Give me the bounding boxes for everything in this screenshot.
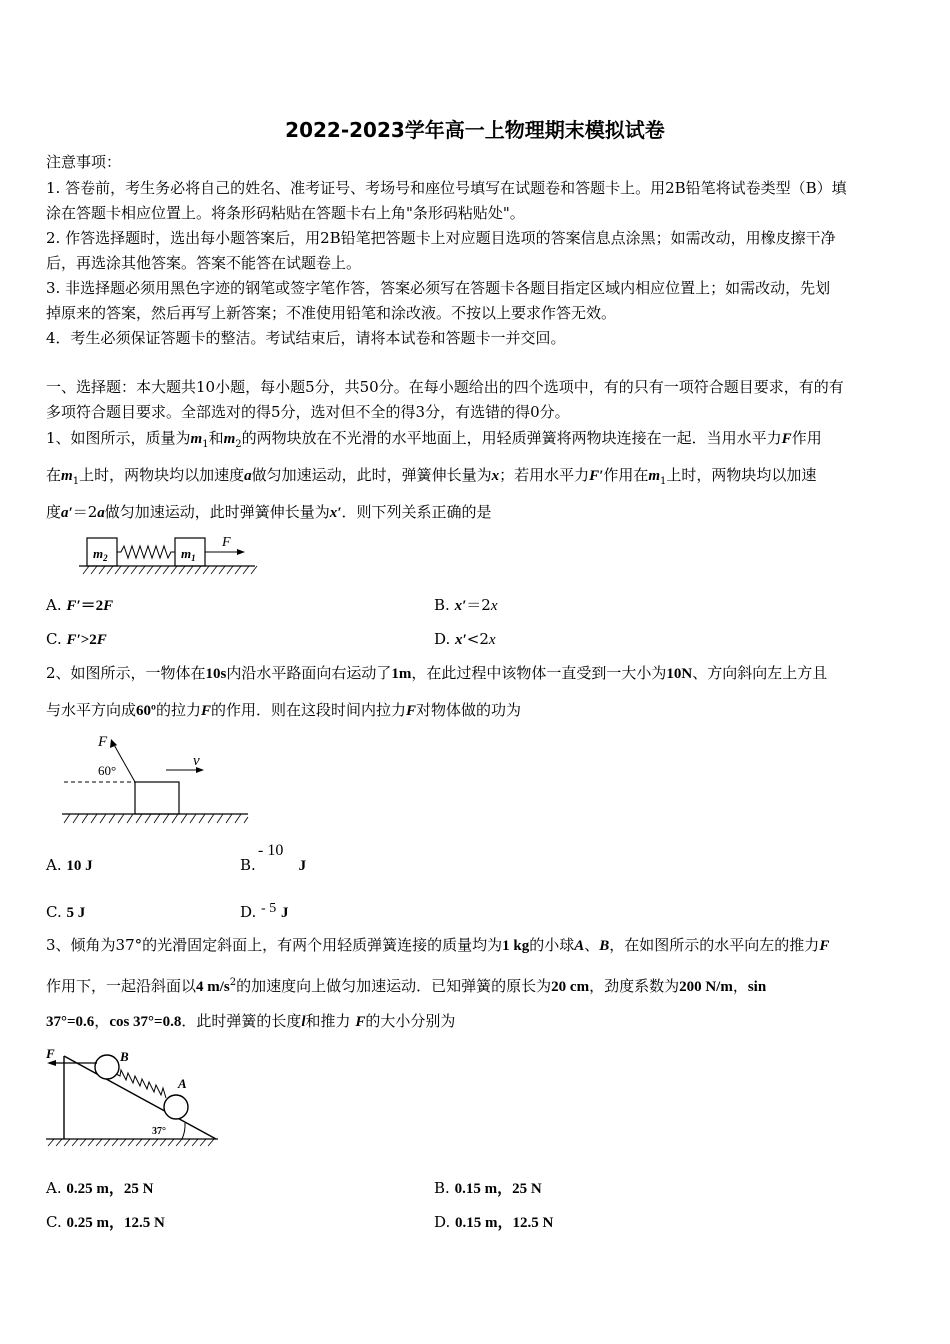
q2-option-b[interactable]: B. - 10 J: [240, 842, 307, 874]
ball-a: [164, 1095, 188, 1119]
q2-line-2: 与水平方向成60º的拉力F的作用．则在这段时间内拉力F对物体做的功为: [46, 701, 522, 719]
notice-line-7: 4．考生必须保证答题卡的整洁。考试结束后，请将本试卷和答题卡一并交回。: [46, 329, 566, 347]
svg-text:m1: $m_1$: [181, 546, 196, 563]
notice-line-4: 后，再选涂其他答案。答案不能答在试题卷上。: [46, 254, 362, 272]
page-title: 2022-2023学年高一上物理期末模拟试卷: [285, 118, 665, 142]
q1-line-1: 1、如图所示，质量为$m_1$和$m_2$的两物块放在不光滑的水平地面上，用轻质弹簧将两物块连接在一起．当用水平力F作用: [46, 429, 822, 450]
q2-block: [135, 782, 179, 814]
q2-line-1: 2、如图所示，一物体在10s内沿水平路面向右运动了1m，在此过程中该物体一直受到一大小为10N、方向斜向左上方且: [46, 664, 828, 682]
incline-surface: [64, 1056, 216, 1139]
section-intro-line-1: 一、选择题：本大题共10小题，每小题5分，共50分。在每小题给出的四个选项中，有的只有一项符合题目要求，有的有: [46, 378, 844, 396]
svg-text:60°: 60°: [98, 763, 117, 778]
notice-line-3: 2. 作答选择题时，选出每小题答案后，用2B铅笔把答题卡上对应题目选项的答案信息点涂黑；如需改动，用橡皮擦干净: [46, 229, 836, 247]
svg-text:v: v: [193, 753, 200, 769]
svg-text:B: B: [120, 1049, 129, 1064]
q2-option-c[interactable]: C. 5 J: [46, 903, 86, 921]
q1-option-c[interactable]: C. F′>2F: [46, 630, 107, 648]
q1-figure: [75, 530, 260, 580]
q3-figure: [42, 1042, 222, 1147]
q1-line-3: 度a′＝2a做匀加速运动，此时弹簧伸长量为x′．则下列关系正确的是: [46, 503, 492, 521]
svg-text:m2: $m_2$: [93, 546, 108, 563]
q3-option-b[interactable]: B. 0.15 m，25 N: [434, 1179, 542, 1197]
q3-option-a[interactable]: A. 0.25 m，25 N: [46, 1179, 154, 1197]
pull-force-arrow: [113, 743, 135, 782]
svg-text:A: A: [178, 1076, 187, 1091]
notice-line-1: 1. 答卷前，考生务必将自己的姓名、准考证号、考场号和座位号填写在试题卷和答题卡上。用2B铅笔将试卷类型（B）填: [46, 179, 847, 197]
q3-spring: [116, 1070, 166, 1098]
q3-line-2: 作用下，一起沿斜面以4 $m/s^2$的加速度向上做匀加速运动．已知弹簧的原长为20 cm，劲度系数为200 N/m，sin: [46, 977, 767, 995]
notice-heading: 注意事项：: [46, 153, 122, 171]
q3-line-1: 3、倾角为37°的光滑固定斜面上，有两个用轻质弹簧连接的质量均为1 kg的小球A、B，在如图所示的水平向左的推力F: [46, 936, 830, 954]
q3-option-c[interactable]: C. 0.25 m，12.5 N: [46, 1213, 165, 1231]
q2-option-d[interactable]: D. - 5 J: [240, 901, 289, 921]
notice-line-6: 掉原来的答案，然后再写上新答案；不准使用铅笔和涂改液。不按以上要求作答无效。: [46, 304, 617, 322]
svg-text:F: F: [98, 734, 108, 750]
q3-line-3: 37°=0.6，cos 37°=0.8．此时弹簧的长度l和推力 F的大小分别为: [46, 1012, 456, 1030]
q1-line-2: 在$m_1$上时，两物块均以加速度a做匀加速运动，此时，弹簧伸长量为x；若用水平力F′作用在$m_1$上时，两物块均以加速: [46, 466, 817, 487]
svg-text:F: F: [222, 535, 231, 550]
notice-line-5: 3. 非选择题必须用黑色字迹的钢笔或签字笔作答，答案必须写在答题卡各题目指定区域内相应位置上；如需改动，先划: [46, 279, 831, 297]
spring: [117, 546, 175, 558]
q1-option-b[interactable]: B. x′＝2x: [434, 596, 498, 614]
q2-option-a[interactable]: A. 10 J: [46, 856, 93, 874]
notice-line-2: 涂在答题卡相应位置上。将条形码粘贴在答题卡右上角"条形码粘贴处"。: [46, 204, 525, 222]
q1-option-d[interactable]: D. x′<2x: [434, 630, 496, 648]
ball-b: [95, 1055, 119, 1079]
section-intro-line-2: 多项符合题目要求。全部选对的得5分，选对但不全的得3分，有选错的得0分。: [46, 403, 570, 421]
q2-figure: [60, 728, 255, 828]
svg-text:37°: 37°: [152, 1126, 166, 1137]
q1-option-a[interactable]: A. F′＝2F: [46, 596, 114, 614]
q3-option-d[interactable]: D. 0.15 m，12.5 N: [434, 1213, 554, 1231]
svg-text:F: F: [46, 1046, 55, 1061]
